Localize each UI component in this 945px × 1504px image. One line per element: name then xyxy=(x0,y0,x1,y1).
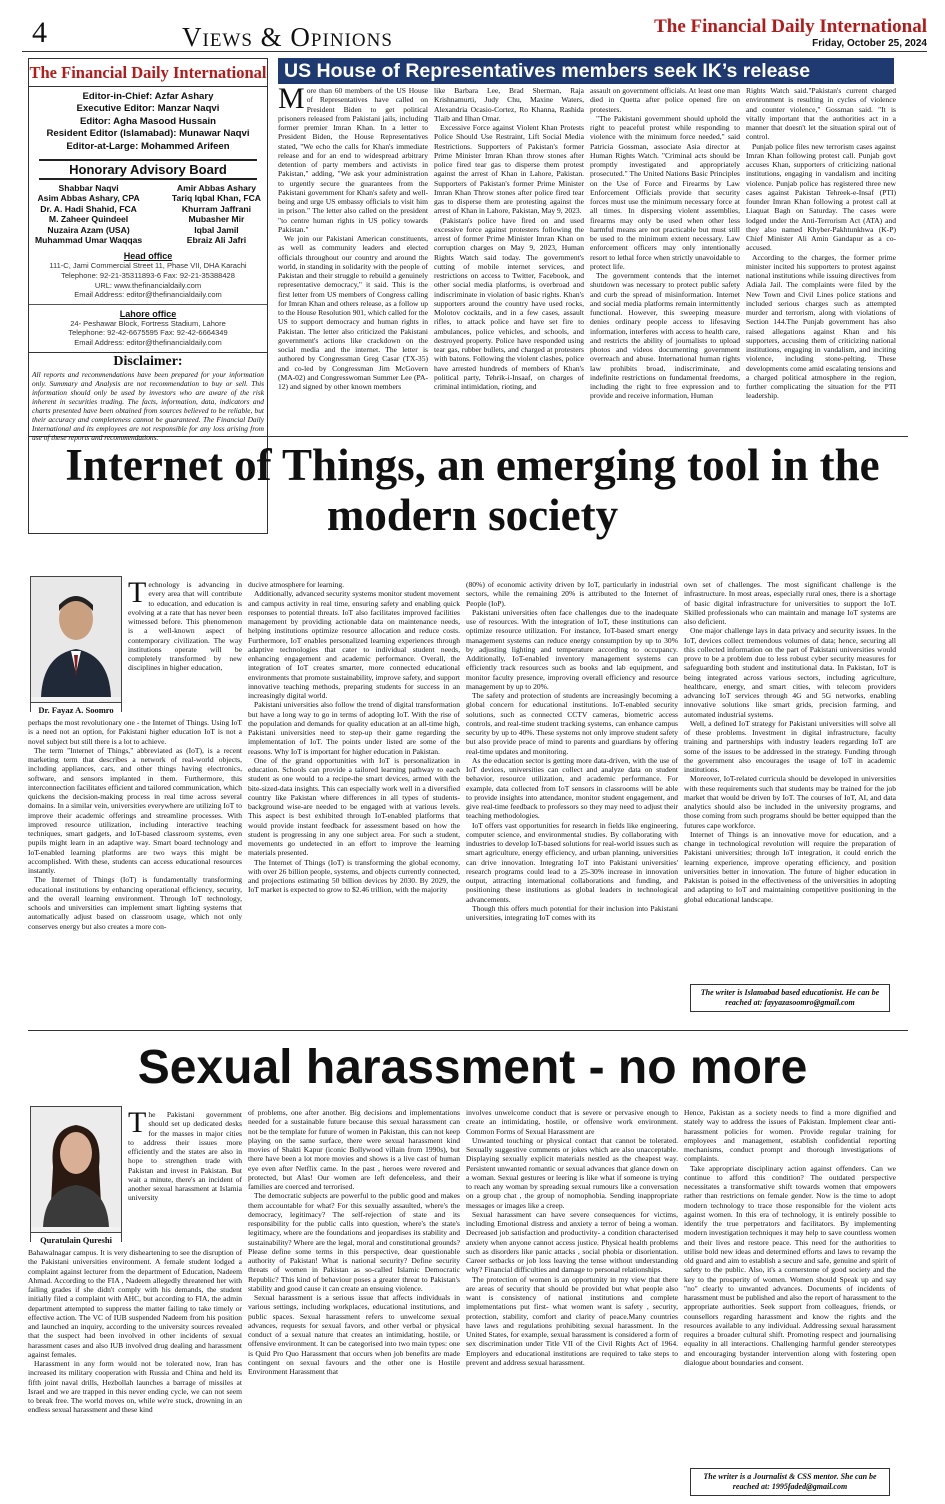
paragraph: Take appropriate disciplinary action against offenders. Can we continue to afford this condition? The outdated perspective necessitates a transformative shift towards women that empowers rather than restrictions on female gender. Now is the time to adopt modern technology to trace those responsible for the violent acts against women. In this era of technology, it is entirely possible to identify the true perpetrators and facilitators. By implementing modern investigation techniques it may help to save countless women and their lives and restore peace. This need for the authorities to utilise bold new ideas and determined efforts and laws to revamp the old guard and aim to establish a secure and safe, genuine and spirit of safety to the public. Also, it's a cornerstone of good society and the key to the prosperity of women. Women should Speak up and say "no" clearly to unwanted advances. Documents of incidents of harassment must be published and also the report of harassment to the appropriate authorities. Seek support from colleagues, friends, or counsellors regarding harassment and know the rights and the resources available to any individual. Addressing sexual harassment requires a broader cultural shift. Promoting respect and journalising equality in all interactions. Challenging harmful gender stereotypes and encouraging bystander intervention along with fostering open dialogue about boundaries and consent. xyxy=(684,1163,896,1367)
paragraph: Unwanted touching or physical contact that cannot be tolerated. Sexually suggestive comments or jokes which are also unacceptable. Displaying sexually explicit materials nestled as the cheapest way. Persistent unwanted romantic or sexual advances that glance down on a woman. Sexual gestures or leering is like what if someone is trying to reach any woman by spreading sexual rumours like a conversation on a group chat , the group of nomophobia. Sending inappropriate messages or images like a creep. xyxy=(466,1135,678,1210)
paragraph: According to the charges, the former prime minister incited his supporters to protest against national institutions while issuing directives from Adiala Jail. The complaints were filed by the New Town and Civil Lines police stations and included serious charges such as attempted murder and terrorism, along with violations of Section 144.The Punjab government has also raised allegations against Khan and his supporters, accusing them of criticizing national institutions, engaging in vandalism, and inciting violence, including stone-pelting. These developments come amid escalating tensions and a charged political atmosphere in the region, further complicating the situation for the PTI leadership. xyxy=(746,252,896,401)
paragraph: The government contends that the internet shutdown was necessary to protect public safety and curb the spread of misinformation. Internet and social media platforms remain intermittently functional. However, this sweeping measure denies ordinary people access to lifesaving information, interferes with access to health care, and restricts the ability of journalists to upload photos and videos documenting government overreach and abuse. International human rights law prohibits broad, indiscriminate, and indefinite restrictions on fundamental freedoms, including the right to free expression and to provide and receive information, Human xyxy=(590,271,740,401)
paragraph: Hence, Pakistan as a society needs to find a more dignified and stately way to address the issues of Pakistan. Implement clear anti-harassment policies for women. Provide regular training for employees and management, establish confidential reporting mechanisms, conduct prompt and thorough investigations of complaints. xyxy=(684,1108,896,1164)
paragraph: Sexual harassment is a serious issue that affects individuals in various settings, including workplaces, educational institutions, and public spaces. Sexual harassment refers to unwelcome sexual advances, requests for sexual favors, and other verbal or physical conduct of a sexual nature that creates an intimidating, hostile, or offensive environment. It can be categorised into two main types: one is Quid Pro Quo Harassment that occurs when job benefits are made contingent on sexual favours and the other one is Hostile Environment Harassment that xyxy=(248,1293,460,1376)
text-line: Dr. A. Hadi Shahid, FCA xyxy=(40,203,137,214)
article2-column-2 xyxy=(248,580,460,1018)
text-line: Tariq Iqbal Khan, FCA xyxy=(171,193,261,204)
text-line: Email Address: editor@thefinancialdaily.com xyxy=(74,290,222,300)
paragraph: Pakistani universities also follow the trend of digital transformation but have a long way to go in terms of adopting IoT. With the rise of the population and demands for quality education at an all-time high, Pakistani universities need to step-up their game regarding the implementation of IoT. The points under listed are some of the reasons. Why IoT is important for higher education in Pakistan. xyxy=(248,700,460,756)
author-photo xyxy=(30,1106,122,1245)
paragraph: IoT offers vast opportunities for research in fields like engineering, computer science, and environmental studies. By collaborating with industries to develop IoT-based solutions for real-world issues such as smart agriculture, energy efficiency, and urban planning, universities can drive innovation. Integrating IoT into Pakistani universities' research programs could lead to a 25-30% increase in innovation output, attracting international collaborations and funding, and positioning these institutions as global leaders in technological advancements. xyxy=(466,820,678,904)
article3-column-3 xyxy=(466,1108,678,1496)
paragraph: of problems, one after another. Big decisions and implementations needed for a sustainable future because this sexual harassment can not be the template for future of women in Pakistan, this can not keep playing on the same surface, there were sexual harassment kind movies of Shakti Kapur (iconic Bollywood villain from 1990s), but there have been a lot more movies and shows is a live cast of human eye even after Netflix came. In the past , heroes were revered and protected, but Alas! Our women are left defenceless, and their families are coerced and terrorised. xyxy=(248,1108,460,1191)
section-title: Views & Opinions xyxy=(182,22,393,52)
article3-column-1 xyxy=(28,1248,242,1496)
lahore-office-address xyxy=(29,319,267,348)
disclaimer-title: Disclaimer: xyxy=(29,352,267,370)
paragraph: (80%) of economic activity driven by IoT, particularly in industrial sectors, while the remaining 20% is attributed to the Internet of People (IoP). xyxy=(466,580,678,608)
text-line: Editor-in-Chief: Azfar Ashary xyxy=(82,91,214,102)
board-left-column xyxy=(35,183,142,245)
paragraph: The Internet of Things (IoT) is fundamentally transforming educational institutions by enhancing operational efficiency, security, and the overall learning environment. Through IoT technology, schools and universities can implement smart lighting systems that automatically adjust based on classroom usage, which not only conserves energy but also creates a more con- xyxy=(28,875,242,931)
article3-headline: Sexual harassment - no more xyxy=(137,1041,808,1094)
text-line: Shabbar Naqvi xyxy=(58,183,119,194)
editor-list xyxy=(29,91,267,153)
paragraph: (Pakistan's police have fired on and used excessive force against protesters following the arrest of former Prime Minister Imran Khan on corruption charges on May 9, 2023, Human Rights Watch said today. The government's cutting of mobile internet services, and restrictions on access to Twitter, Facebook, and other social media platforms, is overbroad and indiscriminate in violation of basic rights. Khan's supporters around the country have used rocks, Molotov cocktails, and in a few cases, assault rifles, to attack police and have set fire to ambulances, police vehicles, and schools, and destroyed property. Police have responded using tear gas, rubber bullets, and charged at protesters with batons. Following the violent clashes, police have arrested hundreds of members of Khan's political party, Tehrik-i-Insaaf, on charges of criminal intimidation, rioting, and xyxy=(434,215,584,391)
text-line: Ebraiz Ali Jafri xyxy=(186,235,247,246)
paragraph: Technology is advancing in every area that will contribute to education, and education is evolving at a rate that has never been witnessed before. This phenomenon is a well-known aspect of contemporary civilization. The way institutions operate will be completely transformed by new disciplines in higher education, xyxy=(128,580,242,673)
lahore-office-title: Lahore office xyxy=(119,308,177,319)
text-line: Iqbal Jamil xyxy=(194,224,239,235)
paragraph: The safety and protection of students are increasingly becoming a global concern for educational institutions. IoT-enabled security solutions, such as connected CCTV cameras, biometric access controls, and real-time student tracking systems, can enhance campus security by up to 40%. These systems not only improve student safety but also provide peace of mind to parents and guardians by offering real-time updates and monitoring. xyxy=(466,691,678,756)
author-portrait-icon xyxy=(31,577,121,697)
paragraph: ducive atmosphere for learning. xyxy=(248,580,344,589)
article1-column-2 xyxy=(434,86,584,432)
page-number: 4 xyxy=(32,16,47,49)
paragraph: Excessive Force against Violent Khan Protests Police Should Use Restraint, Lift Social Media Restrictions. Supporters of Pakistan's former Prime Minister Imran Khan throw stones after police fired tear gas to disperse them protest against the arrest of Khan in Lahore, Pakistan. Supporters of Pakistan's former Prime Minister Imran Khan Throw stones after police fired tear gas to disperse them are protesting against the arrest of Khan in Lahore, Pakistan, May 9, 2023. xyxy=(434,123,584,216)
paragraph: We join our Pakistani American constituents, as well as community leaders and elected officials throughout our country and around the world, in standing in solidarity with the people of Pakistan and their struggle to rebuild a genuinely representative democracy," it said. This is the first letter from US members of Congress calling for Imran Khan and others release, as a follow up to the House Resolution 901, which called for the US to support democracy and human rights in Pakistan. The letter also criticized the Pakistani government's actions like crackdown on the social media and the internet. The letter is authored by Congressman Greg Casar (TX-35) and co-led by Congressman Jim McGovern (MA-02) and Congresswoman Summer Lee (PA-12) and signed by other known members xyxy=(278,234,428,391)
paragraph: "The Pakistani government should uphold the right to peaceful protest while responding to violence with the minimum force needed," said Patricia Gossman, associate Asia director at Human Rights Watch. "Criminal acts should be promptly investigated and appropriately prosecuted." The United Nations Basic Principles on the Use of Force and Firearms by Law Enforcement Officials provide that security forces must use the minimum necessary force at all times. In dispersing violent assemblies, firearms may only be used when other less harmful means are not practicable but must still be used to the minimum extent necessary. Law enforcement officers may only intentionally resort to lethal force when strictly unavoidable to protect life. xyxy=(590,113,740,271)
author-caption: Dr. Fayaz A. Soomro xyxy=(31,702,121,717)
article2-author-note: The writer is Islamabad based educationist. He can be reached at: fayyazasoomro@gmail.com xyxy=(690,984,890,1012)
text-line: Khurram Jaffrani xyxy=(181,203,252,214)
advisory-board-names xyxy=(29,183,267,245)
paragraph: As the education sector is getting more data-driven, with the use of IoT devices, universities can collect and analyze data on student behavior, resource utilization, and academic performance. For example, data collected from IoT sensors in classrooms will be able to provide insights into attendance, monitor student engagement, and give real-time feedback to professors so they may need to adjust their teaching methodologies. xyxy=(466,755,678,821)
paragraph: The Internet of Things (IoT) is transforming the global economy, with over 26 billion people, systems, and objects currently connected, and projections estimating 50 billion devices by 2030. By 2029, the IoT market is expected to grow to $2.46 trillion, with the majority xyxy=(248,857,460,895)
article1-column-4 xyxy=(746,86,896,432)
article2-column-3 xyxy=(466,580,678,1018)
text-line: Executive Editor: Manzar Naqvi xyxy=(76,103,220,115)
paragraph: More than 60 members of the US House of Representatives have called on President Biden to get political prisoners released from Pakistani jails, including former premier Imran Khan. In a letter to President Biden, the House Representatives stated, "We echo the calls for Khan's immediate release and for an end to widespread arbitrary detention of party members and activists in Pakistan," adding, "We ask your administration to urgently secure the guarantees from the Pakistani government for Khan's safety and well-being and urge US embassy officials to visit him in prison." The letter also called on the president "to centre human rights in US policy towards Pakistan." xyxy=(278,86,428,234)
head-office-address xyxy=(29,261,267,299)
article1-column-1 xyxy=(278,86,428,432)
paragraph: The term "Internet of Things," abbreviated as (IoT), is a recent marketing term that describes a network of real-world objects, including appliances, cars, and other things having electronics, software, and sensors implanted in them. Furthermore, this interconnection facilitates efficient and tailored communication, which quickens the decision-making process in real time across several domains. In a similar vein, universities everywhere are utilizing IoT to improve their academic offerings and streamline processes. With improved resource utilization, including interactive teaching techniques, smart gadgets, and IoT-based classroom systems, even pupils might learn in an adaptive way. Smart board technology and IoT-enabled learning platforms are two ways this might be accomplished. With these, students can access educational resources instantly. xyxy=(28,745,242,875)
text-line: Telephone: 92-21-35311893-6 Fax: 92-21-35388428 xyxy=(61,271,235,281)
paragraph: Punjab police files new terrorism cases against Imran Khan following protest call. Punjab govt accuses Khan, supporters of criticizing national institutions, engaging in vandalism and inciting violence. Punjab police has registered three new cases against Pakistan Tehreek-e-Insaf (PTI) founder Imran Khan following a protest call at Liaquat Bagh on Saturday. The cases were lodged under the Anti-Terrorism Act (ATA) and they also named Khyber-Pakhtunkhwa (K-P) Chief Minister Ali Amin Gandapur as a co-accused. xyxy=(746,141,896,253)
article2-headline: Internet of Things, an emerging tool in the modern society xyxy=(65,440,880,540)
masthead-logo: The Financial Daily International xyxy=(29,63,267,87)
article3-author-note: The writer is a Journalist & CSS mentor. She can be reached at: 1995faded@gmail.com xyxy=(690,1468,890,1496)
paragraph: The protection of women is an opportunity in my view that there are areas of security that should be provided but what people also want is consistency of national institutions and complete implementations put first- what women want is safety , security, protection, stability, comfort and clarity of peace.Many countries have laws and regulations prohibiting sexual harassment. In the United States, for example, sexual harassment is considered a form of sex discrimination under Title VII of the Civil Rights Act of 1964. Employers and educational institutions are required to take steps to prevent and address sexual harassment. xyxy=(466,1274,678,1367)
paragraph: Internet of Things is an innovative move for education, and a change in technological revolution will require the preparation of Pakistani universities; through IoT integration, it could enrich the learning experience, improve operating efficiency, and position universities better in innovation. The future of higher education in Pakistan is poised in the effectiveness of the universities in adopting and adapting to IoT and maintaining competitive positioning in the global educational landscape. xyxy=(684,829,896,904)
paragraph: Sexual harassment can have severe consequences for victims, including Emotional distress and anxiety a terror of being a woman. Decreased job satisfaction and productivity- a condition characterised anxiety when anyone cannot access justice. Physical health problems such as disorders like panic attacks , social phobia or disorientation. Career setbacks or job loss leaving the tense without understanding why? Financial difficulties and damage to personal relationships. xyxy=(466,1209,678,1275)
board-right-column xyxy=(172,183,261,245)
paragraph: assault on government officials. At least one man died in Quetta after police opened fire on protesters. xyxy=(590,86,740,114)
paragraph: Harassment in any form would not be tolerated now, Iran has increased its military cooperation with Russia and China and held its fifth joint naval drills, Hezbollah launches a barrage of missiles at Israel and we are trapped in this never ending cycle, we can not seem to break free. The world moves on, while we're stuck, drowning in an endless sexual harassment and these kind xyxy=(28,1359,242,1415)
paragraph: The Pakistani government should set up dedicated desks for the masses in major cities to address their issues more efficiently and the states are also in hope to strengthen trade with Pakistan and invest in Pakistan. But wait a minute, there's an incident of another sexual harassment at Islamia university xyxy=(128,1110,242,1203)
article1-headline: US House of Representatives members seek IK’s release xyxy=(278,58,894,84)
paragraph: Moreover, IoT-related curricula should be developed in universities with these requirements such that students may be trained for the job market that would be driven by IoT. The courses of IoT, AI, and data analytics should also be included in the university programs, and those coming from such programs should be better equipped than the futures cape workforce. xyxy=(684,774,896,830)
paragraph: One of the grand opportunities with IoT is personalization in education. Schools can provide a tailored learning pathway to each student as one would to a recipe-the smart devices, armed with the bite-sized-data insights. This can especially work well in a diversified country like Pakistan where differences in all types of students-background wise-are needed to be engaged with at various levels. This aspect is best exhibited through IoT-enabled platforms that would provide instant feedback for assessment based on how the student is progressing in any one subject area. For such a student, movements go undetected in an effort to improve the learning materials presented. xyxy=(248,755,460,858)
text-line: URL: www.thefinancialdaily.com xyxy=(94,280,202,290)
article2-column-1 xyxy=(28,718,242,1018)
article2-intro xyxy=(128,580,242,718)
paragraph: Additionally, advanced security systems monitor student movement and campus activity in real time, ensuring safety and enabling quick responses to potential threats. IoT also facilitates improved facilities management by providing actionable data on maintenance needs, helping institutions optimize resource allocation and reduce costs. Furthermore, IoT enables personalized learning experiences through adaptive technologies that cater to individual student needs, enhancing engagement and academic performance. Overall, the integration of IoT creates smarter, more connected educational environments that promote sustainability, improve safety, and support innovative teaching methods, preparing students for success in an increasingly digital world. xyxy=(248,589,460,700)
text-line: Email Address: editor@thefinancialdaily.com xyxy=(74,338,222,348)
text-line: Asim Abbas Ashary, CPA xyxy=(37,193,140,204)
paragraph: perhaps the most revolutionary one - the Internet of Things. Using IoT is a need not an option, for Pakistani higher education IoT is not a novel subject but still there is a lot to achieve. xyxy=(28,718,242,746)
text-line: Editor-at-Large: Mohammed Arifeen xyxy=(66,140,230,152)
paragraph: Well, a defined IoT strategy for Pakistani universities will solve all of these problems. Investment in digital infrastructure, faculty training and partnerships with industry leaders regarding IoT are some of the issues to be addressed in the strategy. Funding through the government also encourages the usage of IoT in academic institutions. xyxy=(684,718,896,774)
article3-column-2 xyxy=(248,1108,460,1496)
paragraph: Rights Watch said."Pakistan's current charged environment is resulting in cycles of violence and counter violence," Gossman said. "It is vitally important that the authorities act in a manner that doesn't let the situation spiral out of control. xyxy=(746,86,896,142)
paragraph: The democratic subjects are powerful to the public good and makes them accountable for what? For this sexually assaulted, where's the democracy, legitimacy? The self-rejection of state and its responsibility for the public calls into question, where's the state's legitimacy, where are the foundations and jeopardises its stability and sustainability? Where are the legal, moral and constitutional grounds? Please define some terms in this perspective, dear questionable authority of Pakistan! What is national security? Define security threats of women in Pakistan as so-called Islamic Democratic Republic? This kind of behaviour poses a greater threat to Pakistan's stability and good cause it can create an ensuing violence. xyxy=(248,1191,460,1293)
text-line: Muhammad Umar Waqqas xyxy=(35,235,143,246)
author-photo xyxy=(30,576,122,715)
paragraph: involves unwelcome conduct that is severe or pervasive enough to create an intimidating, hostile, or offensive work environment. Common Forms of Sexual Harassment are xyxy=(466,1108,678,1136)
text-line: 111-C, Jami Commercial Street 11, Phase VII, DHA Karachi xyxy=(49,261,247,271)
text-line: Mubasher Mir xyxy=(188,214,245,225)
article2-column-4 xyxy=(684,580,896,980)
text-line: Telephone: 92-42-6675595 Fax: 92-42-6664349 xyxy=(68,328,228,338)
text-line: Amir Abbas Ashary xyxy=(176,183,256,194)
text-line: 24- Peshawar Block, Fortress Stadium, Lahore xyxy=(70,318,226,328)
text-line: M. Zaheer Quindeel xyxy=(48,214,129,225)
paper-name: The Financial Daily International xyxy=(654,16,927,37)
text-line: Resident Editor (Islamabad): Munawar Naqvi xyxy=(46,128,250,140)
article3-intro xyxy=(128,1110,242,1248)
text-line: Nuzaira Azam (USA) xyxy=(47,224,130,235)
advisory-board-title: Honorary Advisory Board xyxy=(39,159,257,180)
paragraph: Pakistani universities often face challenges due to the inadequate use of resources. With the integration of IoT, these institutions can optimize resource utilization. For instance, IoT-based smart energy management systems can reduce energy consumption by up to 30% by adjusting lighting and temperature according to occupancy. Additionally, IoT-enabled inventory management systems can efficiently track resources such as books and lab equipment, and monitor faculty presence, improving overall efficiency and resource management by up to 20%. xyxy=(466,607,678,691)
disclaimer-text: All reports and recommendations have been prepared for your information only. Summary and Analysis are not recommendation to buy or sell. This information should only be used by investors who are aware of the risk inherent in securities trading. The facts, information, data, indicators and charts presented have been obtained from sources believed to be reliable, but their accuracy and completeness cannot be guaranteed. The Financial Daily International and its employees are not responsible for any loss arising from use of these reports and recommendations. xyxy=(32,369,264,442)
head-office-title: Head office xyxy=(123,251,173,262)
author-caption: Quratulain Qureshi xyxy=(31,1232,121,1247)
article3-column-4 xyxy=(684,1108,896,1462)
paragraph: Bahawalnagar campus. It is very disheartening to see the disruption of the Pakistani universities environment. A female student lodged a complaint against lecturer from the department of Education, Nadeem Ahmad. According to the FIA , Nadeem allegedly threatened her with failing grades if she didn't comply with his demands, the student initially filed a complaint with AHC, but according to FIA, the admin department attempted to suppress the matter failing to take timely or effective action. The VC of IUB suspended Nadeem from his position and launched an inquiry, according to the university sources revealed that the suspect had been involved in other incidents of sexual harassment cases and also IUB involved drug dealing and harassment against females. xyxy=(28,1248,242,1359)
paragraph: Though this offers much potential for their inclusion into Pakistani universities, integrating IoT comes with its xyxy=(466,903,678,922)
author-portrait-icon xyxy=(31,1107,121,1227)
text-line: Editor: Agha Masood Hussain xyxy=(79,115,217,127)
article1-column-3 xyxy=(590,86,740,432)
page-header xyxy=(22,14,927,52)
paragraph: like Barbara Lee, Brad Sherman, Raja Krishnamurti, Judy Chu, Maxine Waters, Alexandria Ocasio-Cortez, Ro Khanna, Rashida Tlaib and Ilhan Omar. xyxy=(434,86,584,123)
issue-date: Friday, October 25, 2024 xyxy=(812,38,927,49)
paragraph: One major challenge lays in data privacy and security issues. In the IoT, devices collect tremendous volumes of data; hence, securing all this collected information on the part of Pakistani universities would prove to be a problem due to less robust cyber security measures for safeguarding both student and institutional data. In Pakistan, IoT is being integrated across various sectors, including agriculture, healthcare, energy, and smart cities, with telecom providers advancing IoT services through 4G and 5G networks, enabling innovative solutions like smart grids, precision farming, and automated industrial systems. xyxy=(684,626,896,719)
paragraph: own set of challenges. The most significant challenge is the infrastructure. In most areas, especially rural ones, there is a shortage of basic digital infrastructure for universities to support the IoT. Skilled professionals who can maintain and manage IoT systems are also deficient. xyxy=(684,580,896,626)
